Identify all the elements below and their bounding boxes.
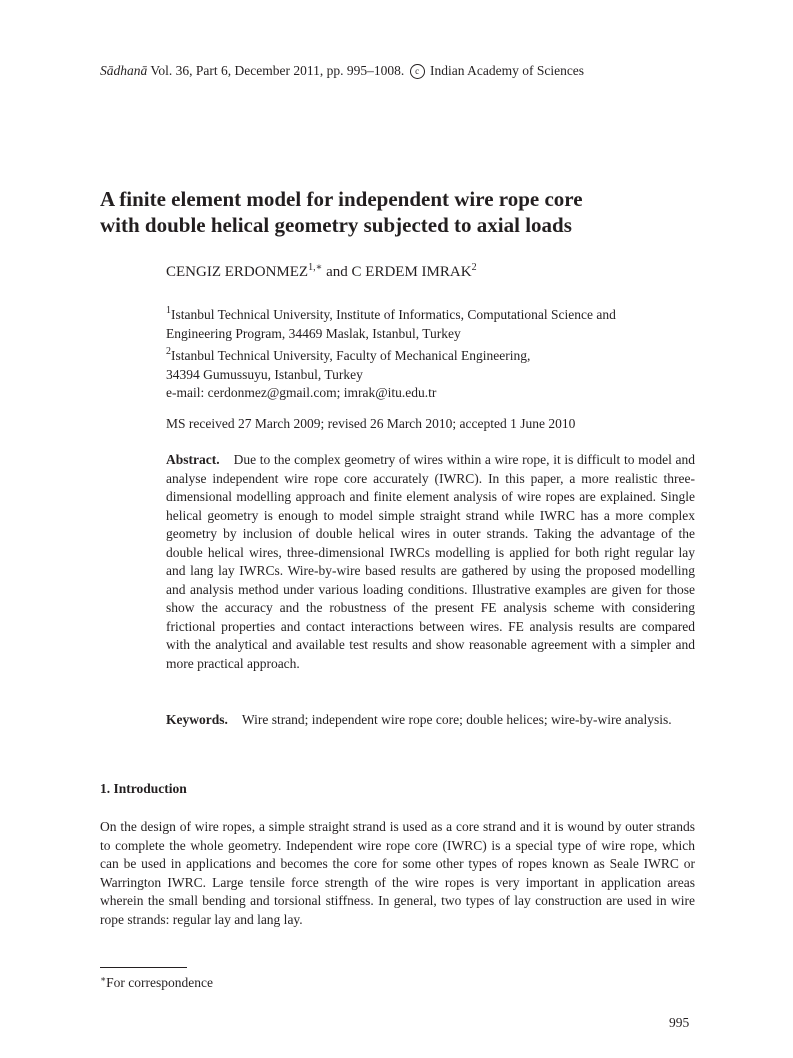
author-joiner: and: [326, 264, 348, 280]
affiliation-2-text: Istanbul Technical University, Faculty of Mechanical Engineering,: [171, 348, 531, 363]
affiliation-2-line-2: 34394 Gumussuyu, Istanbul, Turkey: [166, 366, 363, 382]
affiliation-2-line-1: [166, 343, 706, 366]
journal-citation: Vol. 36, Part 6, December 2011, pp. 995–1008.: [150, 63, 405, 78]
keywords-label: Keywords.: [166, 712, 228, 727]
author-2: C ERDEM IMRAK: [351, 264, 472, 280]
abstract-label: Abstract.: [166, 452, 220, 467]
footnote-text: For correspondence: [106, 975, 213, 990]
author-list: [166, 262, 477, 281]
author-1: CENGIZ ERDONMEZ: [166, 264, 309, 280]
author-2-marks: 2: [471, 262, 477, 273]
keywords-text: Wire strand; independent wire rope core; double helices; wire-by-wire analysis.: [241, 712, 672, 727]
email-line: e-mail: cerdonmez@gmail.com; imrak@itu.edu.tr: [166, 385, 437, 400]
author-1-marks: 1,∗: [308, 262, 323, 273]
section-heading: 1. Introduction: [100, 781, 187, 796]
title-line-1: A finite element model for independent wire rope core: [100, 187, 583, 211]
copyright-icon: c: [410, 64, 425, 79]
intro-paragraph: On the design of wire ropes, a simple straight strand is used as a core strand and it is wound by outer strands to complete the whole geometry. Independent wire rope core (IWRC) is a special type of wire rope, which can be used in applications and becomes the core for some other types of ropes known as Seale IWRC or Warrington IWRC. Large tensile force strength of the wire ropes is very important in application areas wherein the small bending and torsional stiffness. In general, two types of lay construction are used in wire rope strands: regular lay and lang lay.: [100, 819, 695, 927]
affiliations: [166, 302, 706, 403]
journal-name: Sādhanā: [100, 63, 148, 78]
footnote-divider: [100, 967, 187, 968]
affiliation-2-mark: 2: [166, 346, 171, 357]
keywords: [166, 711, 695, 730]
abstract: [166, 451, 695, 673]
page-number: 995: [669, 1015, 690, 1030]
affiliation-1-text: Istanbul Technical University, Institute of Informatics, Computational Science and: [171, 307, 616, 322]
affiliation-1-line-2: Engineering Program, 34469 Maslak, Istanbul, Turkey: [166, 325, 461, 341]
footnote: [100, 974, 213, 991]
footnote-mark: ∗: [100, 974, 107, 984]
paper-title: [100, 186, 720, 238]
manuscript-dates: MS received 27 March 2009; revised 26 March 2010; accepted 1 June 2010: [166, 416, 576, 431]
publisher-name: Indian Academy of Sciences: [429, 63, 585, 78]
running-head: [100, 63, 584, 79]
affiliation-1-mark: 1: [166, 305, 171, 316]
affiliation-1-line-1: [166, 302, 706, 325]
title-line-2: with double helical geometry subjected to axial loads: [100, 213, 572, 237]
abstract-text: Due to the complex geometry of wires within a wire rope, it is difficult to model and analyse independent wire rope core accurately (IWRC). In this paper, a more realistic three-dimensional modelling approach and finite element analysis of wire ropes are explained. Single helical geometry is enough to model simple straight strand while IWRC has a more complex geometry by inclusion of double helical wires in outer strands. Taking the advantage of the double helical wires, three-dimensional IWRCs modelling is applied for both right regular lay and lang lay IWRCs. Wire-by-wire based results are gathered by using the proposed modelling and analysis method under various loading conditions. Illustrative examples are given for those show the accuracy and the robustness of the present FE analysis scheme with considering frictional properties and contact interactions between wires. FE analysis results are compared with the analytical and available test results and show reasonable agreement with a simpler and more practical approach.: [166, 452, 695, 671]
